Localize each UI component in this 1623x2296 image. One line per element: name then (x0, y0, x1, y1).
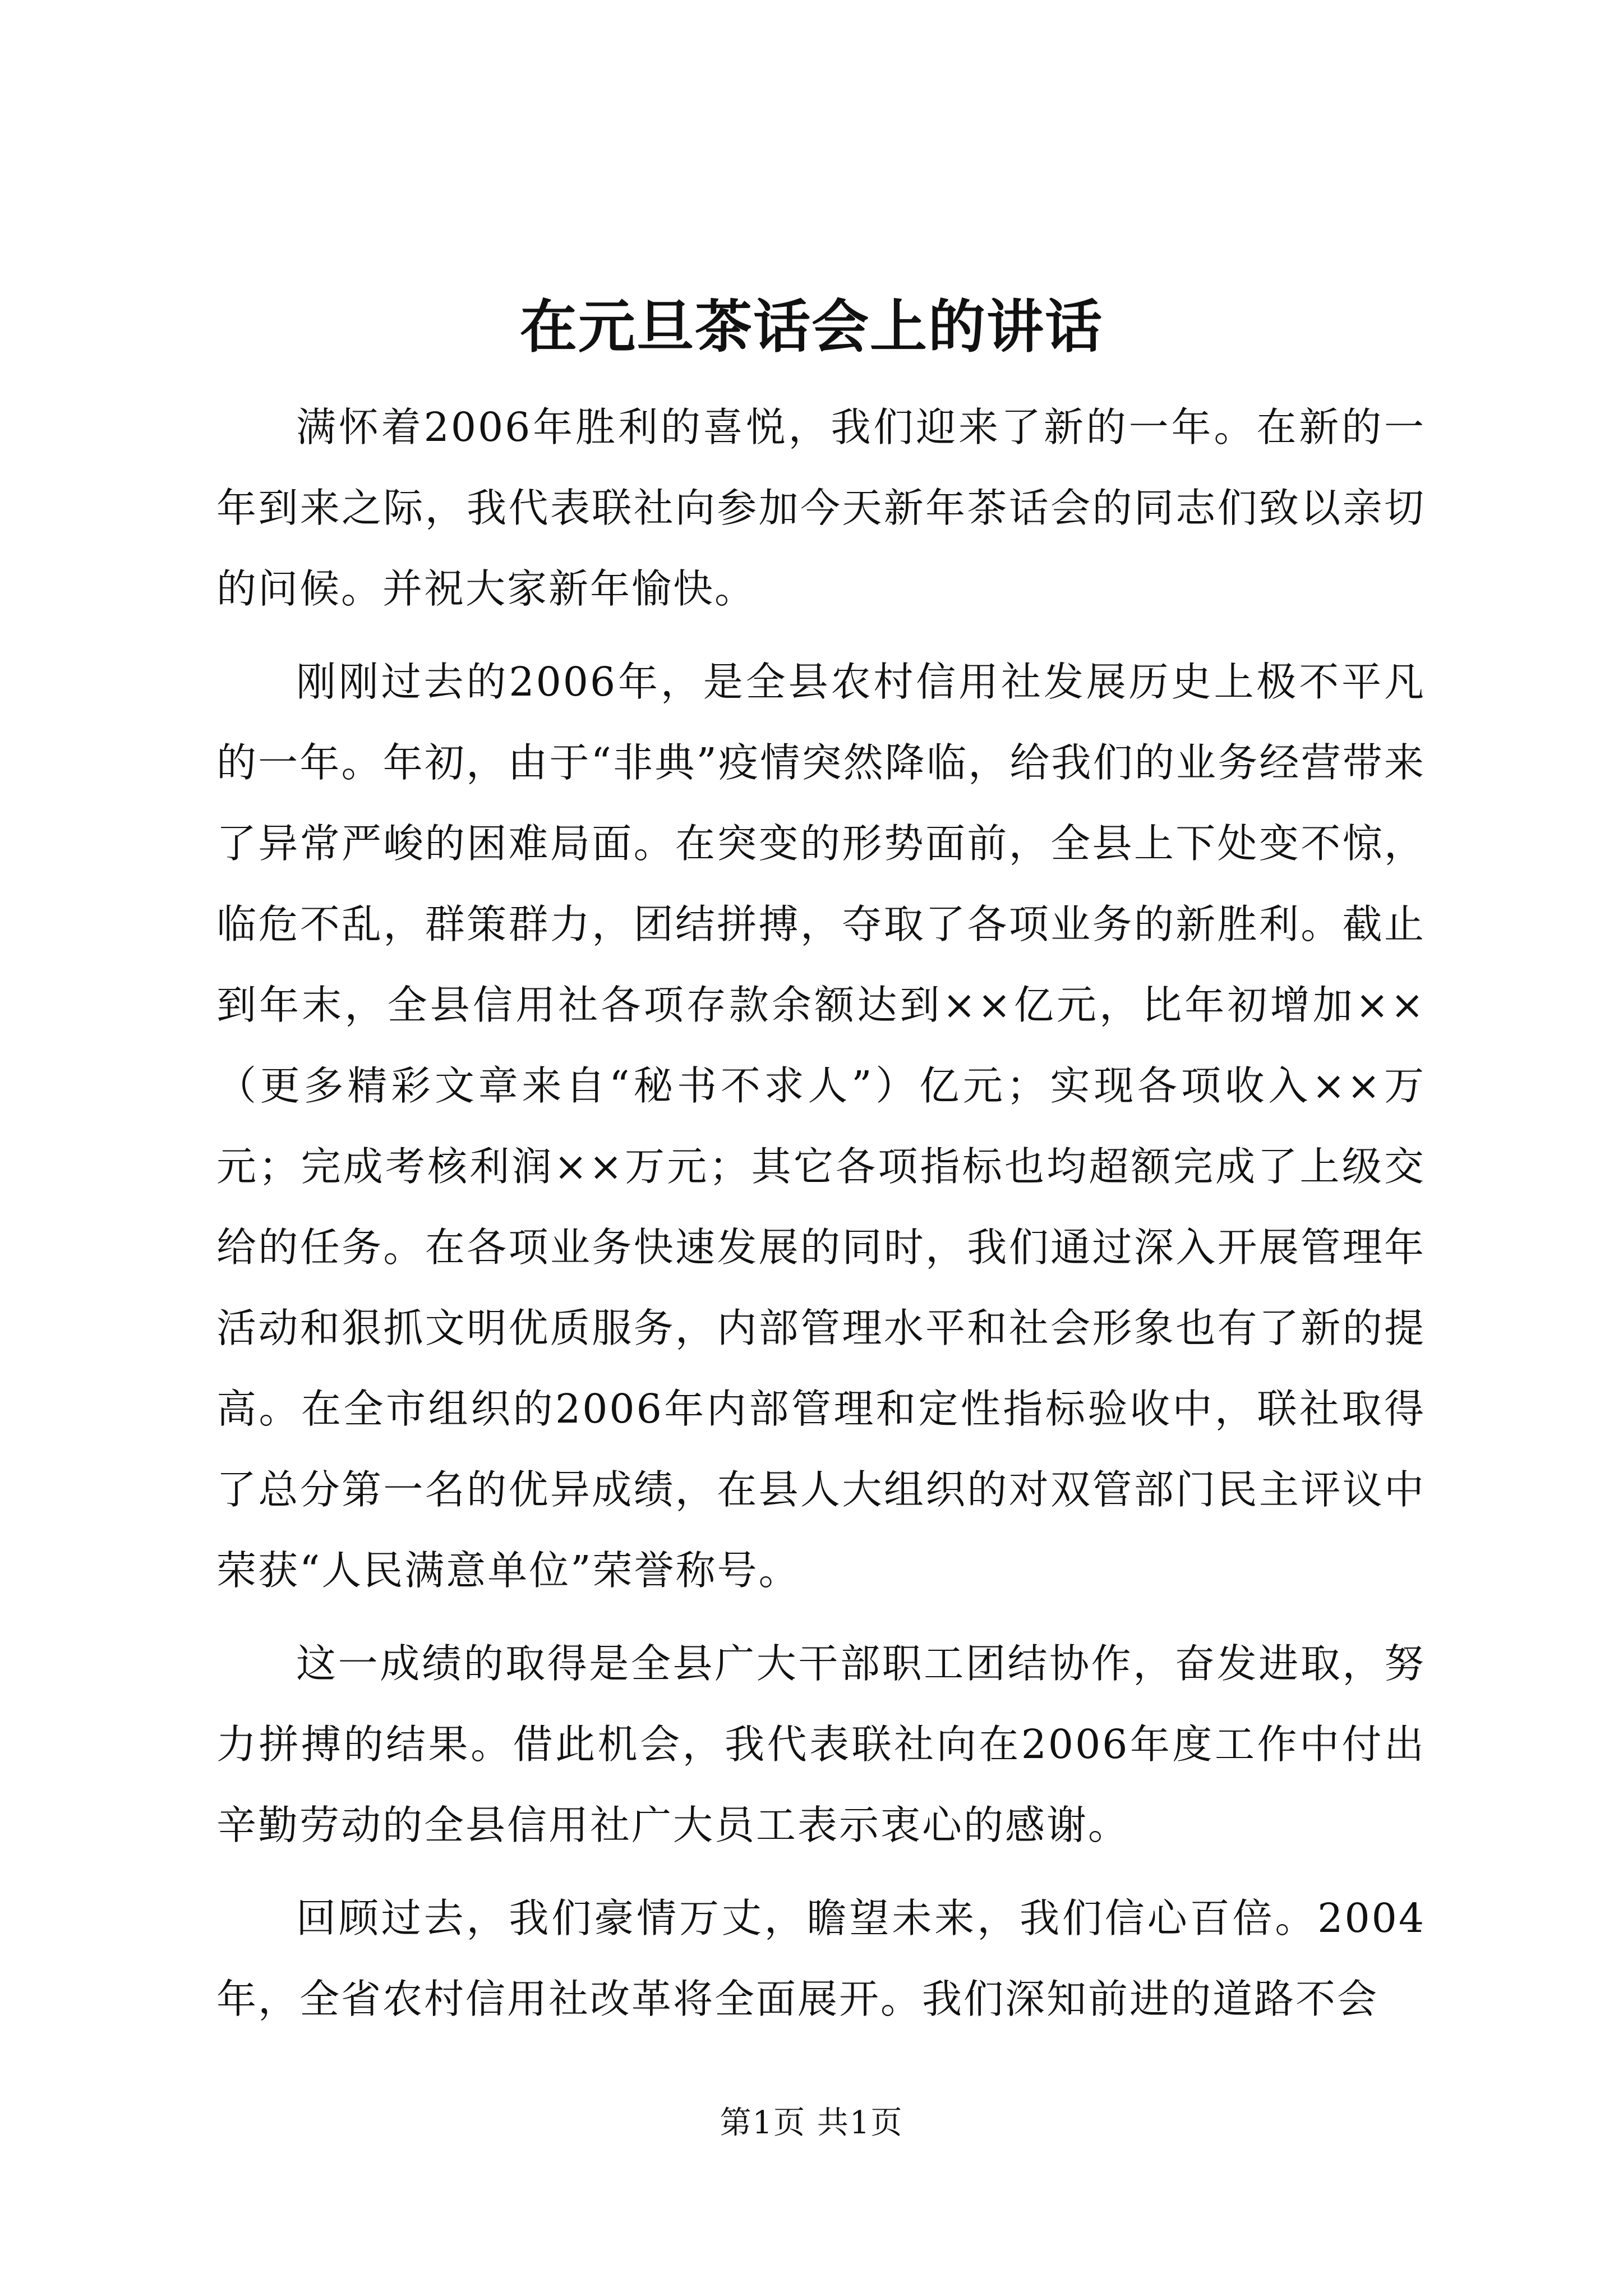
page-number-footer: 第1页 共1页 (720, 2105, 903, 2141)
paragraph-1: 满怀着2006年胜利的喜悦，我们迎来了新的一年。在新的一年到来之际，我代表联社向参加今天新年茶话会的同志们致以亲切的问候。并祝大家新年愉快。 (216, 404, 1426, 612)
document-title: 在元旦茶话会上的讲话 (520, 293, 1103, 361)
paragraph-2: 刚刚过去的2006年，是全县农村信用社发展历史上极不平凡的一年。年初，由于“非典”疫情突然降临，给我们的业务经营带来了异常严峻的困难局面。在突变的形势面前，全县上下处变不惊，临危不乱，群策群力，团结拼搏，夺取了各项业务的新胜利。截止到年末，全县信用社各项存款余额达到××亿元，比年初增加××（更多精彩文章来自“秘书不求人”）亿元；实现各项收入××万元；完成考核利润××万元；其它各项指标也均超额完成了上级交给的任务。在各项业务快速发展的同时，我们通过深入开展管理年活动和狠抓文明优质服务，内部管理水平和社会形象也有了新的提高。在全市组织的2006年内部管理和定性指标验收中，联社取得了总分第一名的优异成绩，在县人大组织的对双管部门民主评议中荣获“人民满意单位”荣誉称号。 (216, 659, 1426, 1594)
paragraph-3: 这一成绩的取得是全县广大干部职工团结协作，奋发进取，努力拼搏的结果。借此机会，我代表联社向在2006年度工作中付出辛勤劳动的全县信用社广大员工表示衷心的感谢。 (216, 1640, 1426, 1848)
paragraph-4: 回顾过去，我们豪情万丈，瞻望未来，我们信心百倍。2004年，全省农村信用社改革将全面展开。我们深知前进的道路不会 (216, 1895, 1426, 2022)
document-body (216, 387, 1426, 2052)
